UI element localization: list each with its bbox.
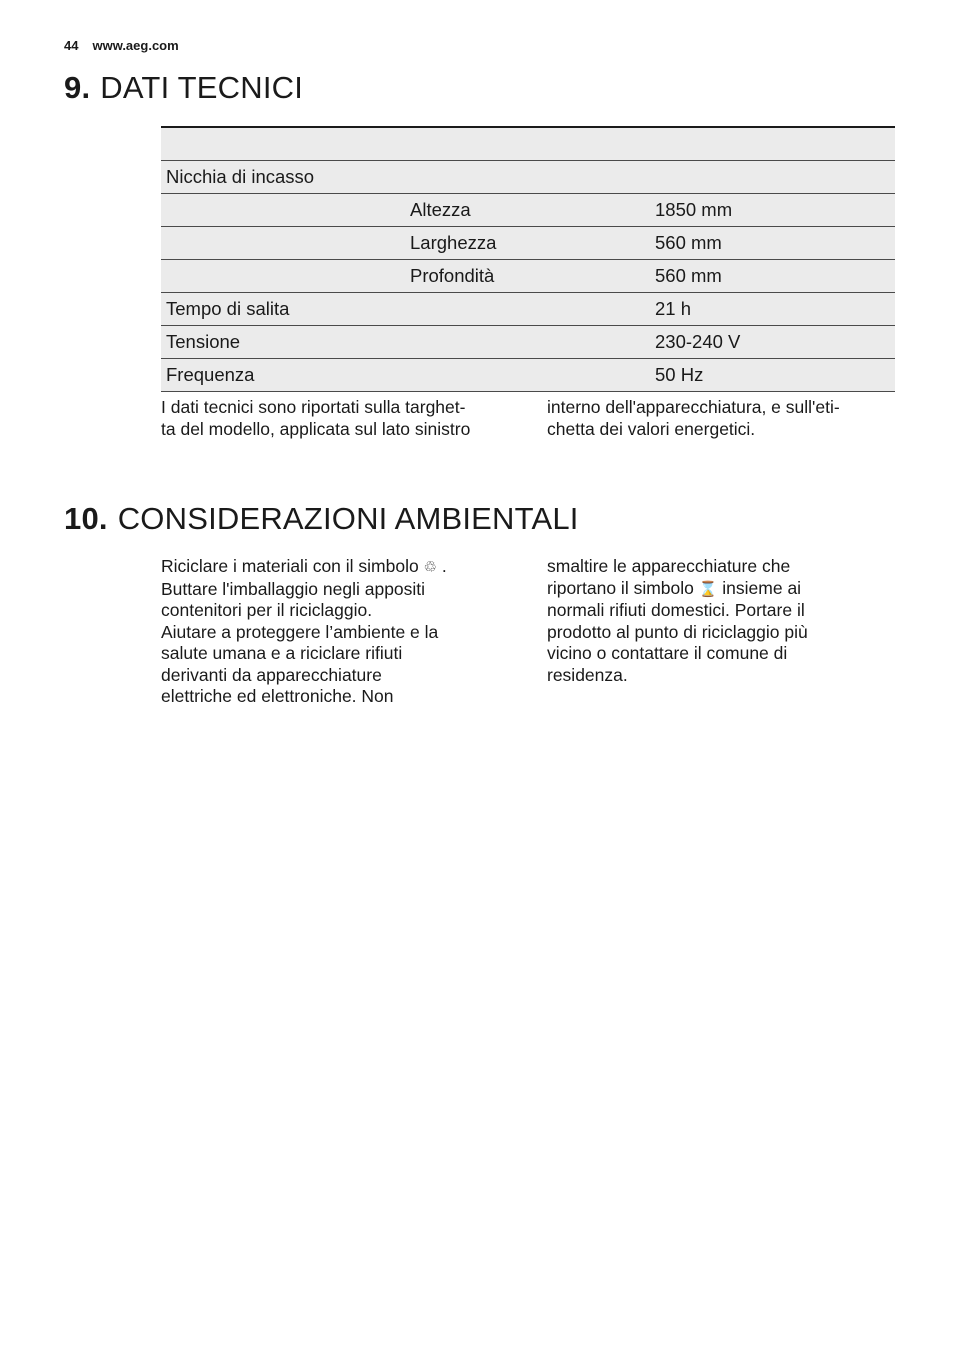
table-cell: 560 mm [650, 260, 895, 293]
table-cell [161, 260, 405, 293]
table-cell: Altezza [405, 194, 650, 227]
note-left-column [161, 397, 509, 440]
table-cell [650, 161, 895, 194]
env-line: Buttare l'imballaggio negli appositi [161, 578, 426, 599]
env-text-fragment: insieme ai [717, 577, 802, 598]
page-number: 44 [64, 38, 79, 53]
env-line: salute umana e a riciclare rifiuti [161, 643, 403, 663]
recycle-icon: ♲ [423, 558, 438, 576]
table-cell: Nicchia di incasso [161, 161, 405, 194]
note-right-column [547, 397, 895, 440]
env-right-column [547, 556, 895, 708]
note-line: ta del modello, applicata sul lato sinistro [161, 418, 471, 439]
table-row [161, 127, 895, 161]
table-row [161, 194, 895, 227]
env-line: normali rifiuti domestici. Portare il [547, 600, 805, 620]
table-cell: 1850 mm [650, 194, 895, 227]
website-url: www.aeg.com [92, 38, 179, 53]
env-text-fragment: . [437, 556, 447, 576]
table-cell [405, 293, 650, 326]
table-cell: Tensione [161, 326, 405, 359]
table-cell [161, 194, 405, 227]
table-cell [161, 227, 405, 260]
technical-data-note [161, 397, 895, 440]
table-cell: Frequenza [161, 359, 405, 392]
table-cell: 230-240 V [650, 326, 895, 359]
env-left-column [161, 556, 509, 708]
table-cell: Tempo di salita [161, 293, 405, 326]
table-cell: 50 Hz [650, 359, 895, 392]
table-cell [650, 127, 895, 161]
note-line: I dati tecnici sono riportati sulla targhet- [161, 397, 466, 417]
table-cell [405, 326, 650, 359]
env-text-fragment: Riciclare i materiali con il simbolo [161, 556, 424, 576]
table-row [161, 260, 895, 293]
table-row [161, 359, 895, 392]
env-line: Aiutare a proteggere l’ambiente e la [161, 621, 439, 642]
env-line [547, 578, 895, 601]
section-title-text: CONSIDERAZIONI AMBIENTALI [117, 501, 579, 536]
env-line: vicino o contattare il comune di [547, 643, 788, 663]
table-cell [405, 127, 650, 161]
section-title-considerazioni-ambientali [64, 503, 579, 534]
env-line: elettriche ed elettroniche. Non [161, 686, 394, 706]
environmental-text [161, 556, 895, 708]
section-number: 10. [64, 501, 108, 536]
weee-bin-icon: ⌛ [698, 579, 718, 598]
env-text-fragment: riportano il simbolo [547, 577, 699, 598]
section-title-text: DATI TECNICI [100, 70, 304, 105]
table-cell: Profondità [405, 260, 650, 293]
table-row [161, 326, 895, 359]
env-line: residenza. [547, 664, 628, 685]
technical-data-table [161, 126, 895, 392]
table-cell [161, 127, 405, 161]
env-line: contenitori per il riciclaggio. [161, 600, 373, 620]
section-number: 9. [64, 70, 91, 105]
table-cell: 21 h [650, 293, 895, 326]
note-line: interno dell'apparecchiatura, e sull'eti- [547, 397, 840, 417]
table-row [161, 227, 895, 260]
table-cell: Larghezza [405, 227, 650, 260]
env-line [161, 556, 509, 579]
page-header [64, 38, 179, 53]
section-title-dati-tecnici [64, 72, 303, 103]
table-cell: 560 mm [650, 227, 895, 260]
env-line: smaltire le apparecchiature che [547, 556, 791, 576]
table-row [161, 293, 895, 326]
note-line: chetta dei valori energetici. [547, 418, 756, 439]
table-cell [405, 161, 650, 194]
env-line: derivanti da apparecchiature [161, 664, 382, 685]
env-line: prodotto al punto di riciclaggio più [547, 621, 808, 642]
table-row [161, 161, 895, 194]
table-cell [405, 359, 650, 392]
